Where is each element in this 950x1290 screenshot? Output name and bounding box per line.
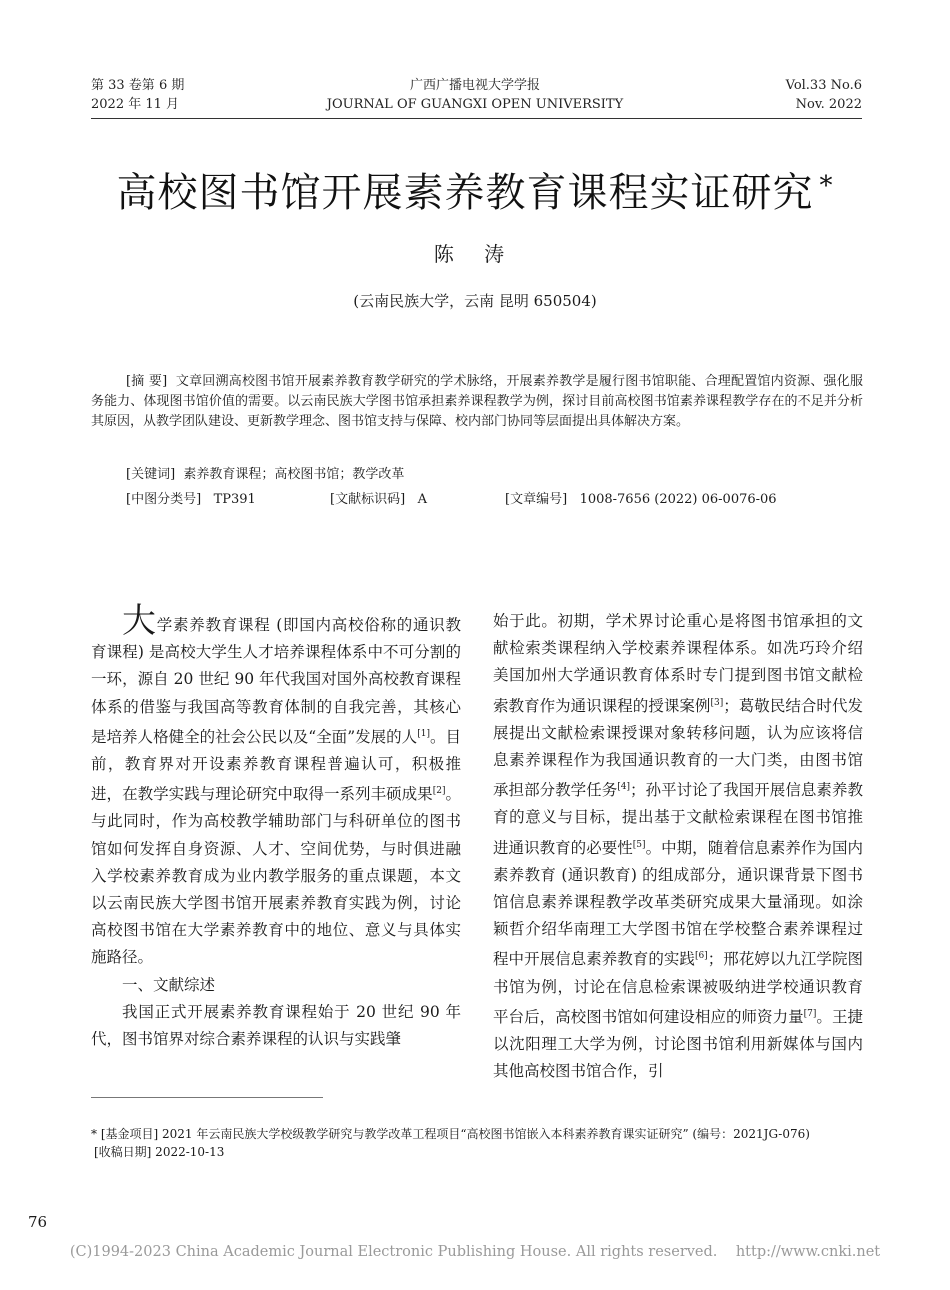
document-code-value: A — [417, 492, 427, 507]
document-code — [330, 490, 427, 510]
citation-ref: [2] — [432, 786, 446, 797]
footnote-received-date: [收稿日期] 2022-10-13 — [94, 1145, 225, 1159]
author-name: 陈 涛 — [433, 242, 517, 266]
body-column-left — [91, 601, 462, 1053]
footnote — [91, 1125, 871, 1161]
section-heading: 一、文献综述 — [122, 975, 216, 994]
keywords-text: 素养教育课程；高校图书馆；教学改革 — [183, 467, 405, 482]
paragraph-text: 始于此。初期，学术界讨论重心是将图书馆承担的文献检索类课程纳入学校素养课程体系。如冼巧玲介绍美国加州大学通识教育体系时专门提到图书馆文献检索教育作为通识课程的授课案例 — [493, 612, 863, 715]
footnote-rule — [91, 1097, 323, 1098]
body-paragraph — [493, 608, 863, 1085]
header-journal — [300, 76, 650, 114]
document-code-label: [文献标识码] — [330, 492, 406, 507]
paragraph-text: 。目前，教育界对开设素养教育课程普遍认可，积极推进，在教学实践与理论研究中取得一系列丰硕成果 — [91, 727, 461, 804]
article-number-label: [文章编号] — [505, 492, 568, 507]
body-column-right — [493, 608, 863, 1085]
article-number — [505, 490, 777, 510]
citation-ref: [1] — [417, 728, 430, 739]
copyright-watermark: (C)1994-2023 China Academic Journal Electronic Publishing House. All rights reserved. http://www.cnki.net — [69, 1244, 881, 1260]
keywords-label: [关键词] — [126, 467, 176, 482]
header-volume: 第 33 卷第 6 期 — [91, 78, 185, 93]
keywords — [126, 465, 404, 485]
citation-ref: [7] — [803, 1008, 817, 1019]
paragraph-text: 。中期，随着信息素养作为国内素养教育 (通识教育) 的组成部分，通识课背景下图书馆信息素养课程教学改革类研究成果大量涌现。如涂颖哲介绍华南理工大学图书馆在学校整合素养课程过程中开展信息素养教育的实践 — [493, 838, 863, 969]
paragraph-text: 学素养教育课程 (即国内高校俗称的通识教育课程) 是高校大学生人才培养课程体系中不可分割的一环，源自 20 世纪 90 年代我国对国外高校教育课程体系的借鉴与我国高等教育体制的自我完善，其核心是培养人格健全的社会公民以及“全面”发展的人 — [91, 616, 462, 746]
abstract-text: 文章回溯高校图书馆开展素养教育教学研究的学术脉络，开展素养教学是履行图书馆职能、合理配置馆内资源、强化服务能力、体现图书馆价值的需要。以云南民族大学图书馆承担素养课程教学为例，探讨目前高校图书馆素养课程教学存在的不足并分析其原因，从教学团队建设、更新教学理念、图书馆支持与保障、校内部门协同等层面提出具体解决方案。 — [91, 374, 863, 429]
journal-name-cn: 广西广播电视大学学报 — [409, 78, 540, 93]
header-vol-no: Vol.33 No.6 — [785, 78, 862, 93]
header-issue — [91, 76, 184, 114]
citation-ref: [3] — [710, 697, 724, 708]
footnote-funding: * [基金项目] 2021 年云南民族大学校级教学研究与教学改革工程项目“高校图书馆嵌入本科素养教育课实证研究” (编号：2021JG-076) — [91, 1127, 810, 1141]
header-rule — [91, 118, 862, 119]
paragraph-text: 。与此同时，作为高校教学辅助部门与科研单位的图书馆如何发挥自身资源、人才、空间优势，与时俱进融入学校素养教育成为业内教学服务的重点课题，本文以云南民族大学图书馆开展素养教育实践为例，讨论高校图书馆在大学素养教育中的地位、意义与具体实施路径。 — [91, 785, 461, 967]
classification-label: [中图分类号] — [126, 492, 202, 507]
paragraph-text: 。王捷以沈阳理工大学为例，讨论图书馆利用新媒体与国内其他高校图书馆合作，引 — [493, 1007, 863, 1081]
header-date: 2022 年 11 月 — [91, 97, 180, 112]
body-paragraph — [91, 601, 462, 972]
drop-cap: 大 — [122, 601, 157, 641]
citation-ref: [5] — [632, 839, 646, 850]
header-month-year: Nov. 2022 — [795, 97, 862, 112]
page-number: 76 — [28, 1213, 48, 1231]
paragraph-text: ；邢花婷以九江学院图书馆为例，讨论在信息检索课被吸纳进学校通识教育平台后，高校图书馆如何建设相应的师资力量 — [493, 950, 863, 1026]
citation-ref: [6] — [694, 951, 708, 962]
header-volume-en — [786, 76, 862, 114]
paragraph-text: ；孙平讨论了我国开展信息素养教育的意义与目标，提出基于文献检索课程在图书馆推进通识教育的必要性 — [493, 781, 863, 857]
title-footnote-mark: * — [819, 171, 834, 201]
journal-name-en: JOURNAL OF GUANGXI OPEN UNIVERSITY — [326, 97, 624, 112]
title-text: 高校图书馆开展素养教育课程实证研究 — [116, 170, 814, 216]
article-number-value: 1008-7656 (2022) 06-0076-06 — [579, 492, 777, 507]
paragraph-text: ；葛敬民结合时代发展提出文献检索课授课对象转移问题，认为应该将信息素养课程作为我国通识教育的一大门类，由图书馆承担部分教学任务 — [493, 696, 863, 800]
classification-value: TP391 — [213, 492, 256, 507]
classification — [126, 490, 256, 510]
affiliation: (云南民族大学，云南 昆明 650504) — [353, 292, 597, 310]
citation-ref: [4] — [617, 782, 631, 793]
article-title — [60, 160, 890, 219]
abstract — [91, 372, 863, 432]
body-paragraph: 我国正式开展素养教育课程始于 20 世纪 90 年代，图书馆界对综合素养课程的认识与实践肇 — [91, 1002, 461, 1049]
abstract-label: [摘 要] — [126, 374, 168, 389]
